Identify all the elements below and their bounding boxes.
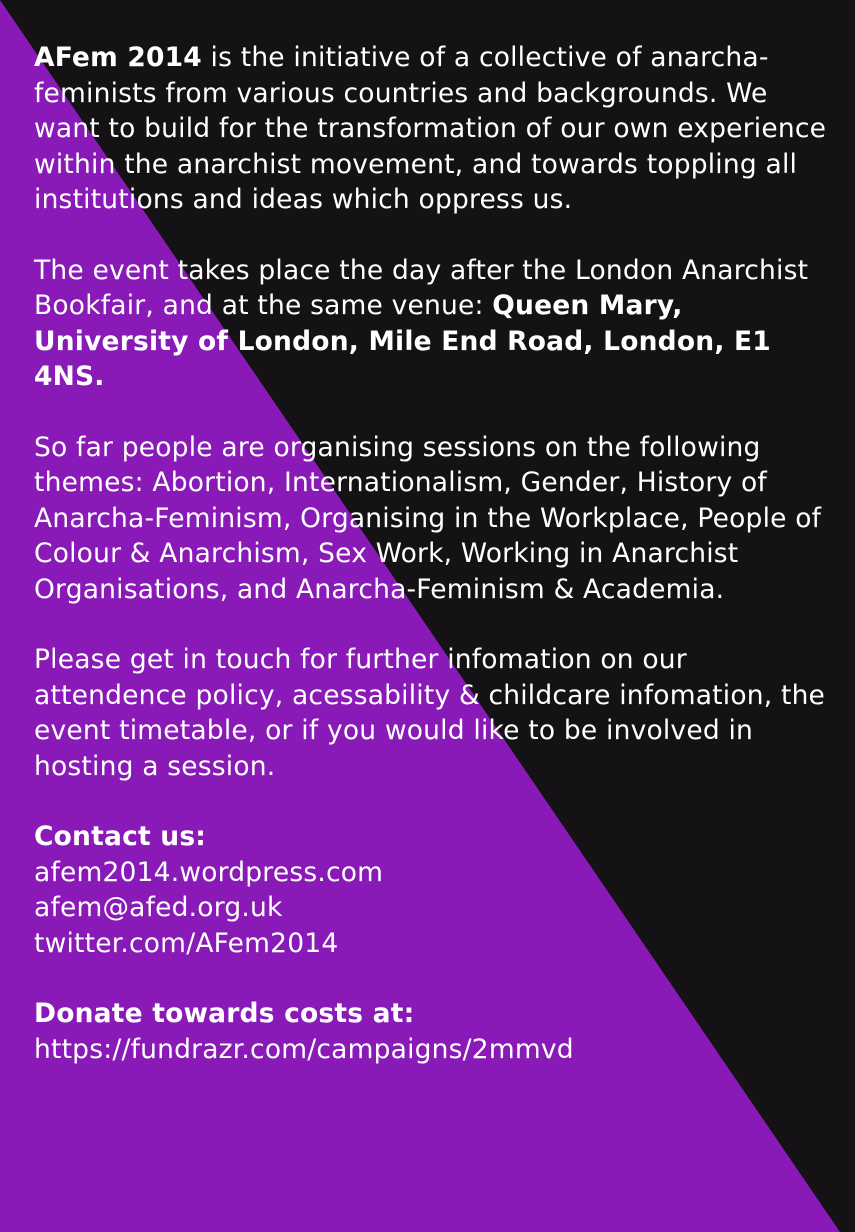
contact-heading: Contact us: bbox=[34, 821, 207, 852]
themes-paragraph: So far people are organising sessions on the following themes: Abortion, Internationalism, Gender, History of Anarcha-Feminism, Organising in the Workplace, People of Colour & Anarchism, Sex Work, Working in Anarchist Organisations, and Anarcha-Feminism & Academia. bbox=[34, 431, 822, 605]
contact-section bbox=[34, 819, 834, 961]
info-paragraph: Please get in touch for further infomation on our attendence policy, acessability & childcare infomation, the event timetable, or if you would like to be involved in hosting a session. bbox=[34, 644, 826, 782]
intro-text: is the initiative of a collective of anarcha-feminists from various countries and backgrounds. We want to build for the transformation of our own experience within the anarchist movement, and towards toppling all institutions and ideas which oppress us. bbox=[34, 42, 827, 215]
contact-website: afem2014.wordpress.com bbox=[34, 856, 384, 888]
donate-section bbox=[34, 996, 834, 1067]
venue-address: Queen Mary, University of London, Mile End Road, London, E1 4NS. bbox=[34, 290, 771, 392]
donate-url: https://fundrazr.com/campaigns/2mmvd bbox=[34, 1033, 574, 1065]
contact-email: afem@afed.org.uk bbox=[34, 892, 283, 923]
flyer-text bbox=[34, 40, 834, 1102]
contact-twitter: twitter.com/AFem2014 bbox=[34, 927, 339, 959]
intro-title: AFem 2014 bbox=[34, 42, 202, 73]
donate-heading: Donate towards costs at: bbox=[34, 998, 415, 1029]
venue-paragraph bbox=[34, 253, 834, 395]
intro-paragraph bbox=[34, 40, 834, 218]
venue-text: The event takes place the day after the London Anarchist Bookfair, and at the same venue: bbox=[34, 254, 809, 321]
